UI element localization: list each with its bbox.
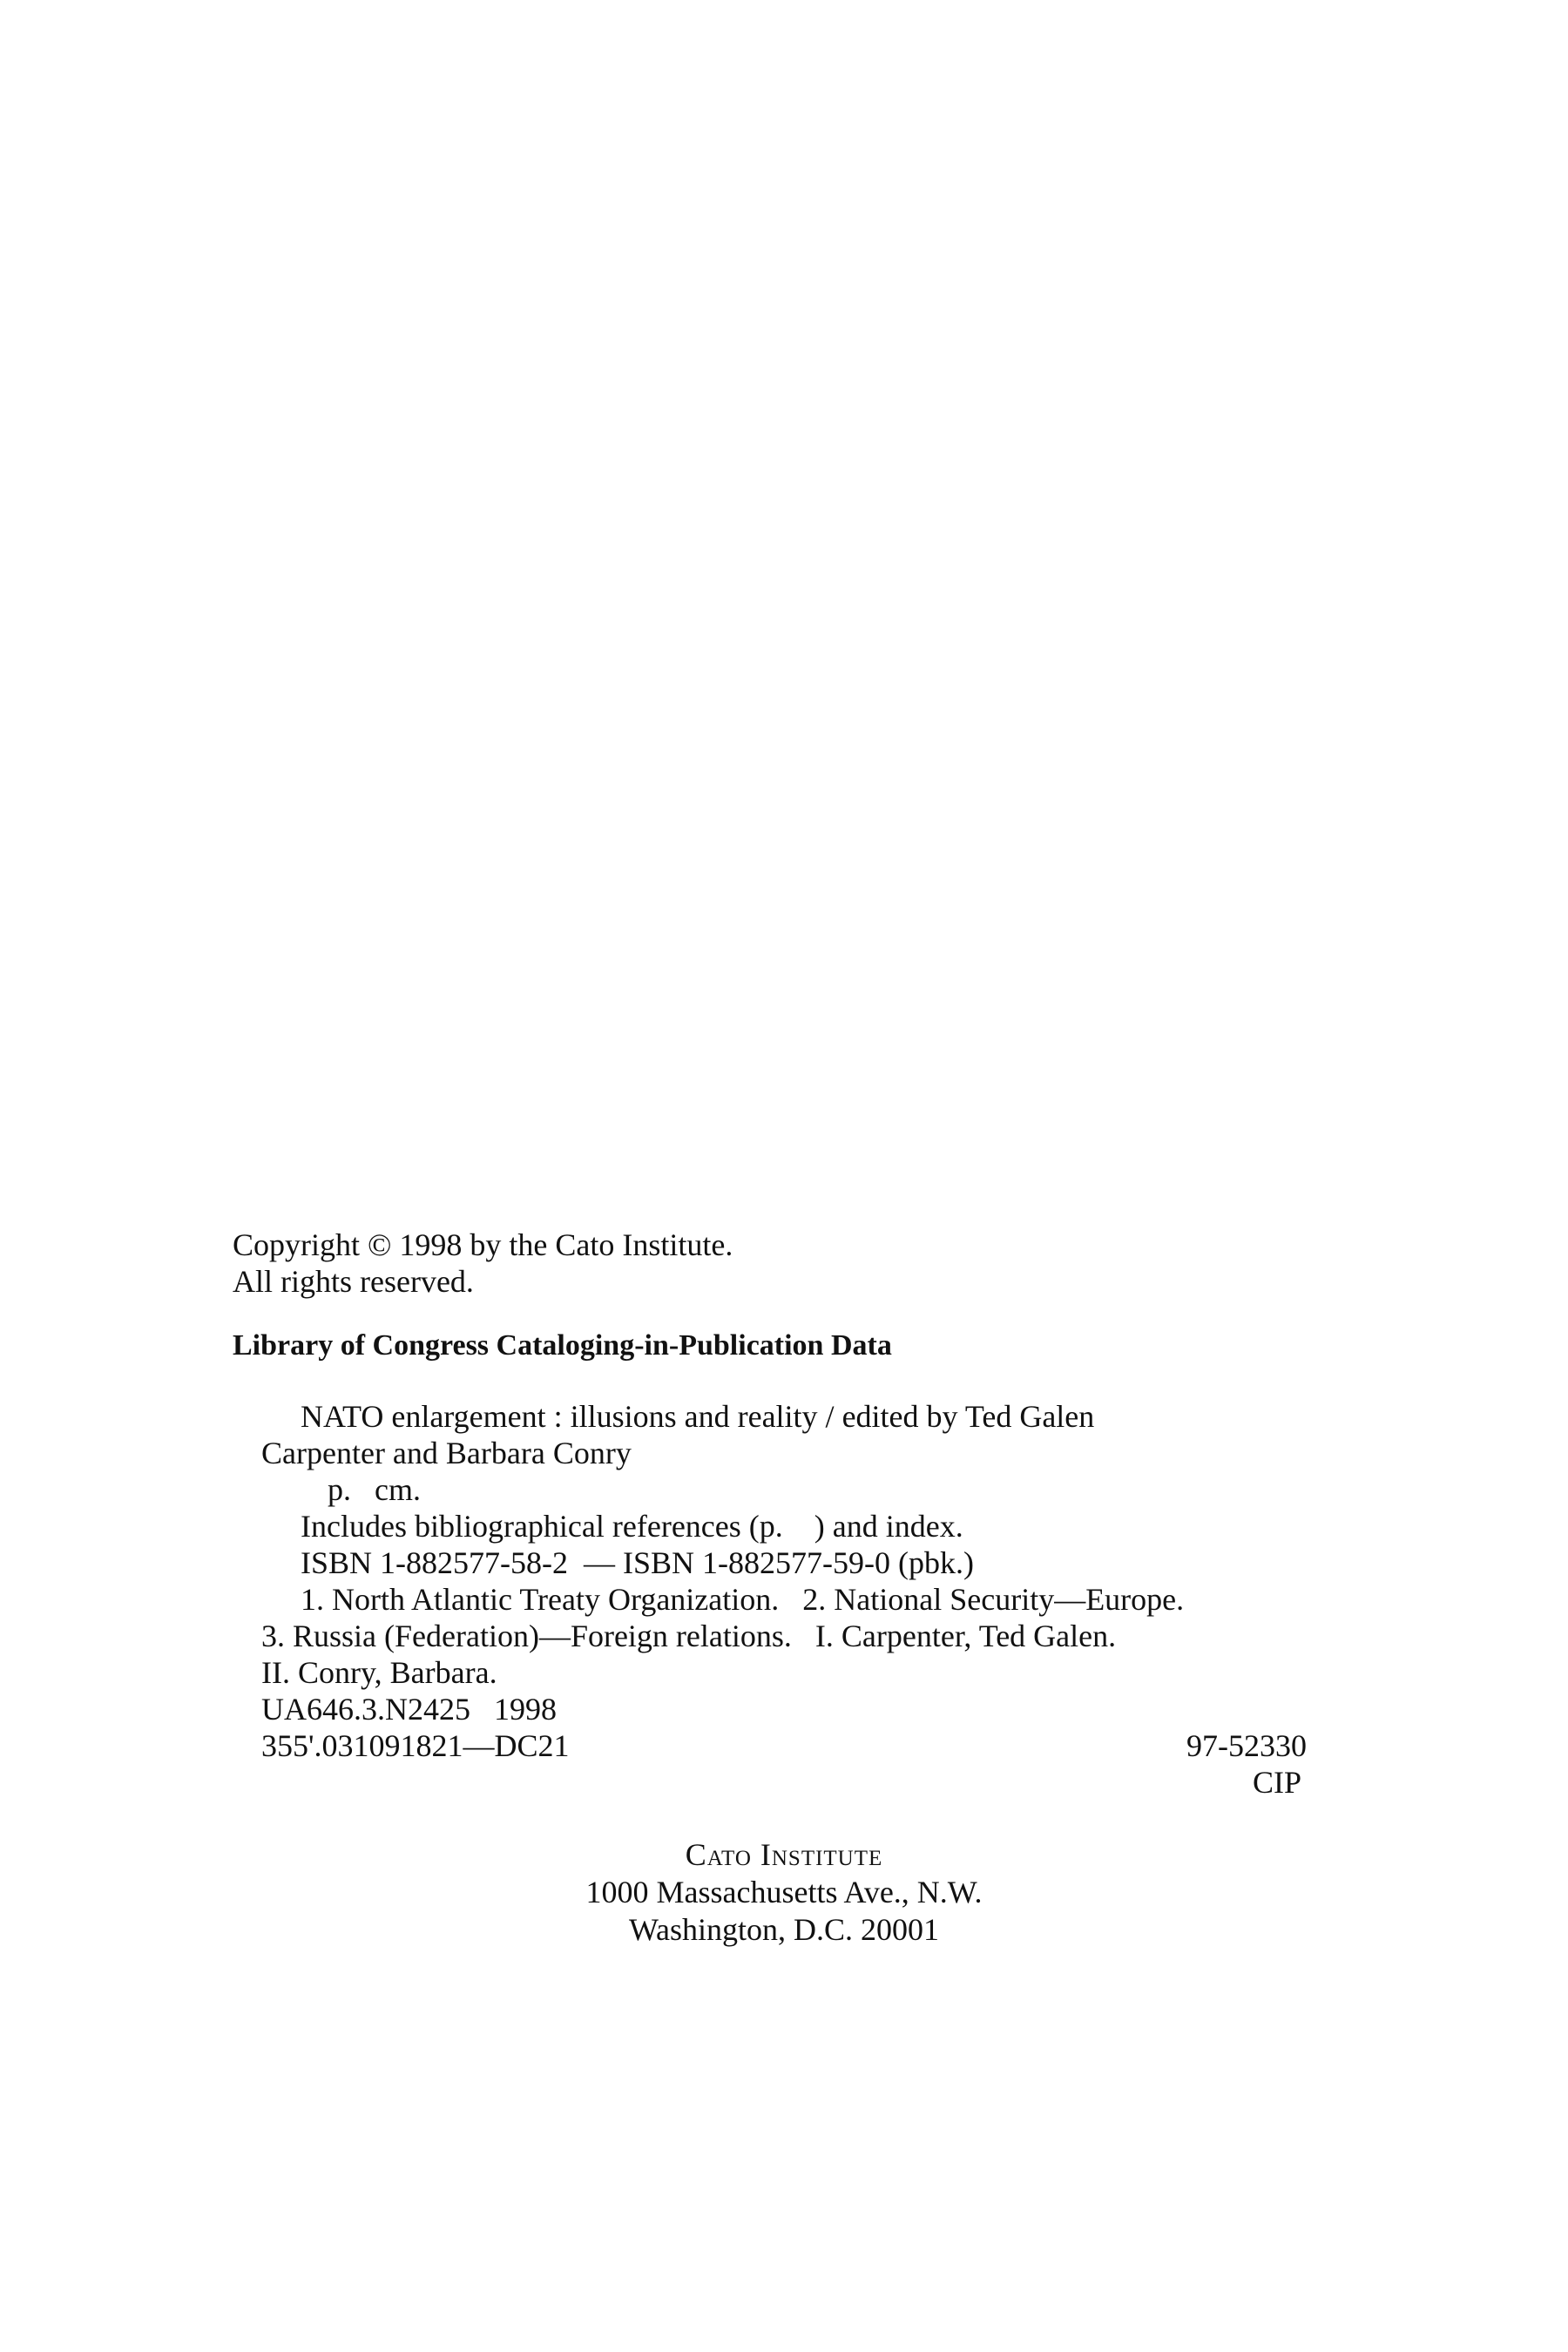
publisher-address-line-1: 1000 Massachusetts Ave., N.W.	[585, 1875, 983, 1909]
copyright-notice	[233, 1227, 1365, 1300]
cip-lc-class: UA646.3.N2425 1998	[261, 1692, 557, 1727]
rights-line: All rights reserved.	[233, 1264, 474, 1299]
cip-title-line-2: Carpenter and Barbara Conry	[261, 1436, 632, 1470]
publisher-info	[0, 1836, 1568, 1949]
cip-dewey: 355'.031091821—DC21	[261, 1728, 570, 1763]
cip-title-line-1: NATO enlargement : illusions and reality / edited by Ted Galen	[301, 1399, 1095, 1434]
cip-pages: p. cm.	[328, 1472, 421, 1507]
cip-record	[261, 1398, 1307, 1801]
publisher-address-line-2: Washington, D.C. 20001	[628, 1912, 940, 1947]
copyright-line: Copyright © 1998 by the Cato Institute.	[233, 1227, 733, 1262]
cip-heading: Library of Congress Cataloging-in-Publication Data	[233, 1329, 892, 1362]
cip-subjects-line-3: II. Conry, Barbara.	[261, 1655, 497, 1690]
cip-dewey-row	[261, 1727, 1307, 1764]
cip-mark: CIP	[1252, 1765, 1301, 1800]
cip-isbn: ISBN 1-882577-58-2 — ISBN 1-882577-59-0 (pbk.)	[301, 1545, 974, 1580]
cip-subjects-line-1: 1. North Atlantic Treaty Organization. 2. National Security—Europe.	[301, 1582, 1185, 1617]
cip-bibliography: Includes bibliographical references (p. ) and index.	[301, 1509, 963, 1544]
cip-subjects-line-2: 3. Russia (Federation)—Foreign relations. I. Carpenter, Ted Galen.	[261, 1619, 1117, 1653]
publisher-name: Cato Institute	[685, 1837, 883, 1872]
cip-lccn: 97-52330	[1186, 1728, 1307, 1763]
